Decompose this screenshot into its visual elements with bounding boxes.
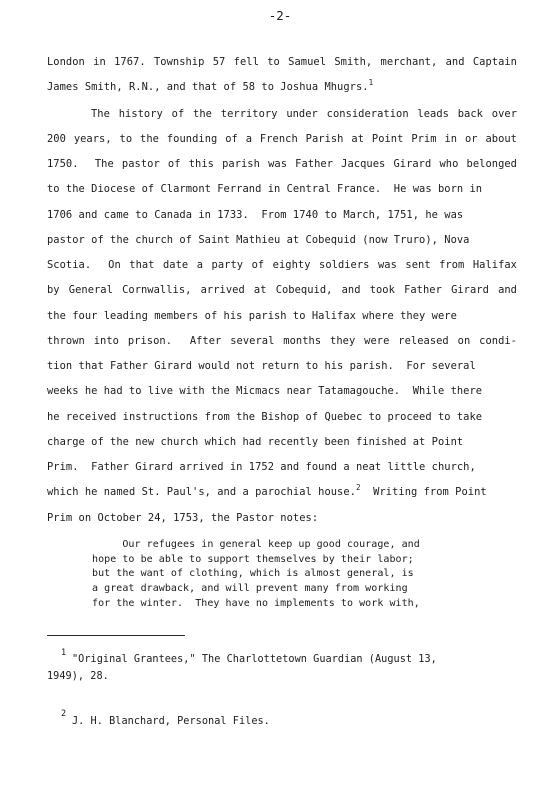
footnote-divider bbox=[47, 635, 185, 636]
footnote-mark: 2 bbox=[61, 709, 67, 719]
body-line bbox=[47, 80, 517, 94]
body-line: The history of the territory under consideration leads back over bbox=[47, 108, 517, 120]
body-line: to the Diocese of Clarmont Ferrand in Central France. He was born in bbox=[47, 183, 483, 195]
body-line: by General Cornwallis, arrived at Cobequid, and took Father Girard and bbox=[47, 284, 517, 296]
quote-line: Our refugees in general keep up good courage, and bbox=[92, 539, 420, 550]
body-line-text: which he named St. Paul's, and a parochial house. bbox=[47, 486, 356, 498]
page-number: -2- bbox=[268, 8, 292, 23]
body-line: weeks he had to live with the Micmacs near Tatamagouche. While there bbox=[47, 385, 483, 397]
footnote-ref: 1 bbox=[368, 78, 374, 87]
body-line: he received instructions from the Bishop of Quebec to proceed to take bbox=[47, 411, 483, 423]
footnote-text: J. H. Blanchard, Personal Files. bbox=[72, 716, 270, 727]
body-line: charge of the new church which had recently been finished at Point bbox=[47, 436, 464, 448]
body-line-text: Writing from Point bbox=[360, 486, 487, 498]
footnote-ref: 2 bbox=[355, 483, 361, 492]
body-line: thrown into prison. After several months they were released on condi- bbox=[47, 335, 517, 347]
body-line bbox=[47, 485, 517, 499]
body-line: Scotia. On that date a party of eighty soldiers was sent from Halifax bbox=[47, 259, 517, 271]
quote-line: hope to be able to support themselves by their labor; bbox=[92, 554, 414, 565]
body-line: pastor of the church of Saint Mathieu at Cobequid (now Truro), Nova bbox=[47, 234, 470, 246]
body-line: tion that Father Girard would not return to his parish. For several bbox=[47, 360, 476, 372]
body-line: the four leading members of his parish to Halifax where they were bbox=[47, 310, 457, 322]
body-line-text: James Smith, R.N., and that of 58 to Joshua Mhugrs. bbox=[47, 81, 369, 93]
quote-line: for the winter. They have no implements to work with, bbox=[92, 598, 420, 609]
quote-line: a great drawback, and will prevent many from working bbox=[92, 583, 408, 594]
quote-line: but the want of clothing, which is almost general, is bbox=[92, 568, 414, 579]
footnote-mark: 1 bbox=[61, 648, 67, 658]
footnote-text: "Original Grantees," The Charlottetown Guardian (August 13, bbox=[72, 654, 437, 665]
body-line: 1706 and came to Canada in 1733. From 1740 to March, 1751, he was bbox=[47, 209, 464, 221]
body-line: Prim. Father Girard arrived in 1752 and found a neat little church, bbox=[47, 461, 476, 473]
body-line: 200 years, to the founding of a French Parish at Point Prim in or about bbox=[47, 133, 517, 145]
body-line: 1750. The pastor of this parish was Father Jacques Girard who belonged bbox=[47, 158, 517, 170]
body-line: Prim on October 24, 1753, the Pastor notes: bbox=[47, 512, 319, 524]
footnote-text: 1949), 28. bbox=[47, 671, 109, 682]
body-line: London in 1767. Township 57 fell to Samuel Smith, merchant, and Captain bbox=[47, 56, 517, 68]
